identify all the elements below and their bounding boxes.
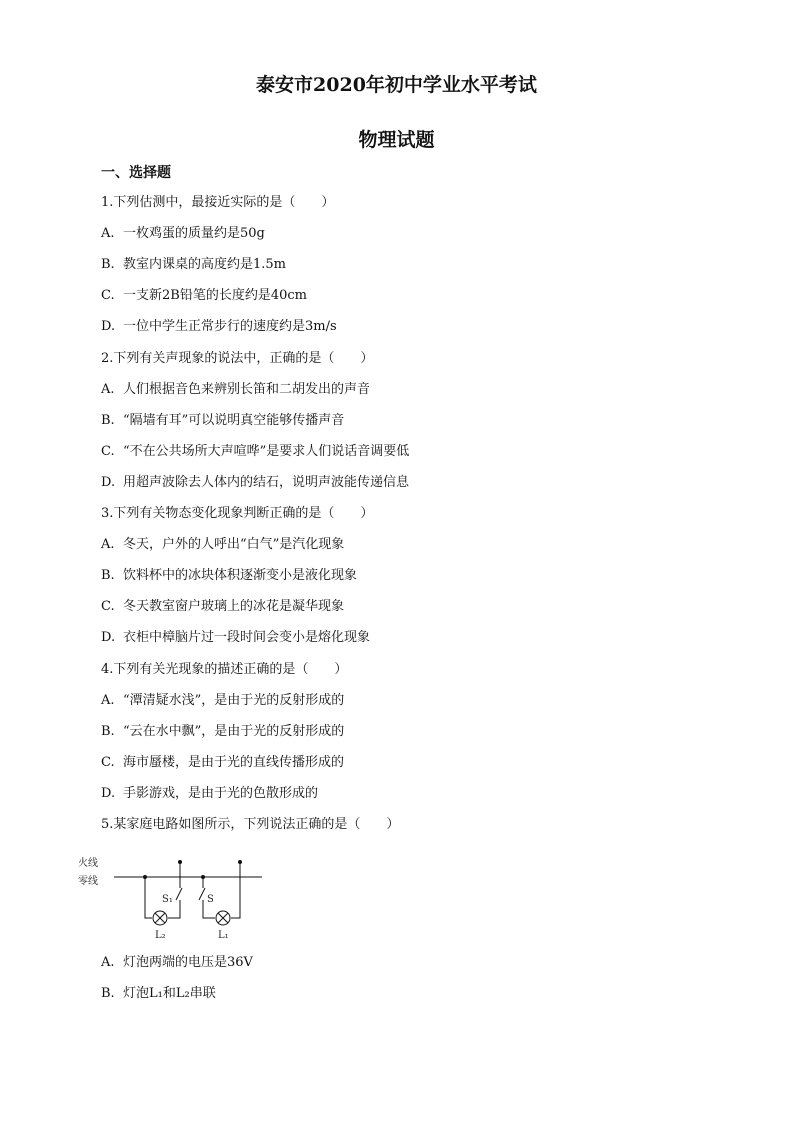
option-text: 饮料杯中的冰块体积逐渐变小是液化现象 <box>123 568 358 584</box>
switch-s-label: S <box>207 894 214 905</box>
exam-subtitle: 物理试题 <box>358 129 435 151</box>
answer-option <box>101 598 344 616</box>
answer-option <box>101 381 370 399</box>
answer-option <box>101 412 344 430</box>
option-key: C. <box>101 443 115 459</box>
option-key: C. <box>101 288 115 304</box>
circuit-diagram <box>70 850 270 942</box>
option-text: 冬天教室窗户玻璃上的冰花是凝华现象 <box>123 599 345 615</box>
answer-option <box>101 474 409 492</box>
answer-option <box>101 985 216 1003</box>
option-key: A. <box>101 692 115 708</box>
answer-option <box>101 567 357 585</box>
option-key: B. <box>101 986 115 1002</box>
question-stem: 2.下列有关声现象的说法中，正确的是（ ） <box>101 350 374 366</box>
question-stem: 4.下列有关光现象的描述正确的是（ ） <box>101 661 348 677</box>
option-key: A. <box>101 537 115 553</box>
option-key: D. <box>101 785 116 801</box>
option-key: D. <box>101 630 116 646</box>
live-wire-label: 火线 <box>78 858 98 869</box>
option-key: C. <box>101 754 115 770</box>
option-text: 手影游戏，是由于光的色散形成的 <box>123 785 319 801</box>
option-text: “隔墙有耳”可以说明真空能够传播声音 <box>123 412 345 428</box>
option-key: D. <box>101 319 116 335</box>
option-key: B. <box>101 568 115 584</box>
option-key: B. <box>101 723 115 739</box>
neutral-wire-label: 零线 <box>78 876 98 887</box>
answer-option <box>101 536 344 554</box>
option-text: 海市蜃楼，是由于光的直线传播形成的 <box>123 754 345 770</box>
option-text: 教室内课桌的高度约是1.5m <box>123 257 287 273</box>
option-text: 一支新2B铅笔的长度约是40cm <box>123 288 307 304</box>
option-text: “不在公共场所大声喧哗”是要求人们说话音调要低 <box>123 443 410 459</box>
answer-option <box>101 443 409 461</box>
option-text: “潭清疑水浅”，是由于光的反射形成的 <box>123 692 345 708</box>
option-text: 人们根据音色来辨别长笛和二胡发出的声音 <box>123 381 371 397</box>
option-text: 一枚鸡蛋的质量约是50g <box>123 226 265 242</box>
option-text: 衣柜中樟脑片过一段时间会变小是熔化现象 <box>123 630 371 646</box>
option-text: 冬天，户外的人呼出“白气”是汽化现象 <box>123 537 345 553</box>
answer-option <box>101 754 344 772</box>
option-key: A. <box>101 226 115 242</box>
answer-option <box>101 723 344 741</box>
question-stem: 3.下列有关物态变化现象判断正确的是（ ） <box>101 506 374 521</box>
option-text: 灯泡L₁和L₂串联 <box>123 986 216 1002</box>
answer-option <box>101 287 307 305</box>
answer-option <box>101 225 265 243</box>
answer-option <box>101 954 253 972</box>
section-heading: 一、选择题 <box>101 165 171 181</box>
answer-option <box>101 785 318 803</box>
question-stem: 5.某家庭电路如图所示，下列说法正确的是（ ） <box>101 817 400 832</box>
question-stem: 1.下列估测中，最接近实际的是（ ） <box>101 195 335 210</box>
answer-option <box>101 629 370 647</box>
answer-option <box>101 318 337 336</box>
switch-s1-label: S₁ <box>162 894 173 905</box>
option-text: “云在水中飘”，是由于光的反射形成的 <box>123 723 345 739</box>
option-text: 用超声波除去人体内的结石，说明声波能传递信息 <box>123 474 410 490</box>
lamp-l2-label: L₂ <box>155 930 166 941</box>
lamp-l1-label: L₁ <box>218 930 229 941</box>
option-key: A. <box>101 381 115 397</box>
option-key: C. <box>101 599 115 615</box>
option-key: D. <box>101 474 116 490</box>
option-key: B. <box>101 257 115 273</box>
option-key: B. <box>101 412 115 428</box>
exam-title: 泰安市2020年初中学业水平考试 <box>256 74 537 96</box>
answer-option <box>101 692 344 710</box>
answer-option <box>101 256 286 274</box>
option-text: 灯泡两端的电压是36V <box>123 955 253 971</box>
option-key: A. <box>101 955 115 971</box>
option-text: 一位中学生正常步行的速度约是3m/s <box>123 319 337 335</box>
